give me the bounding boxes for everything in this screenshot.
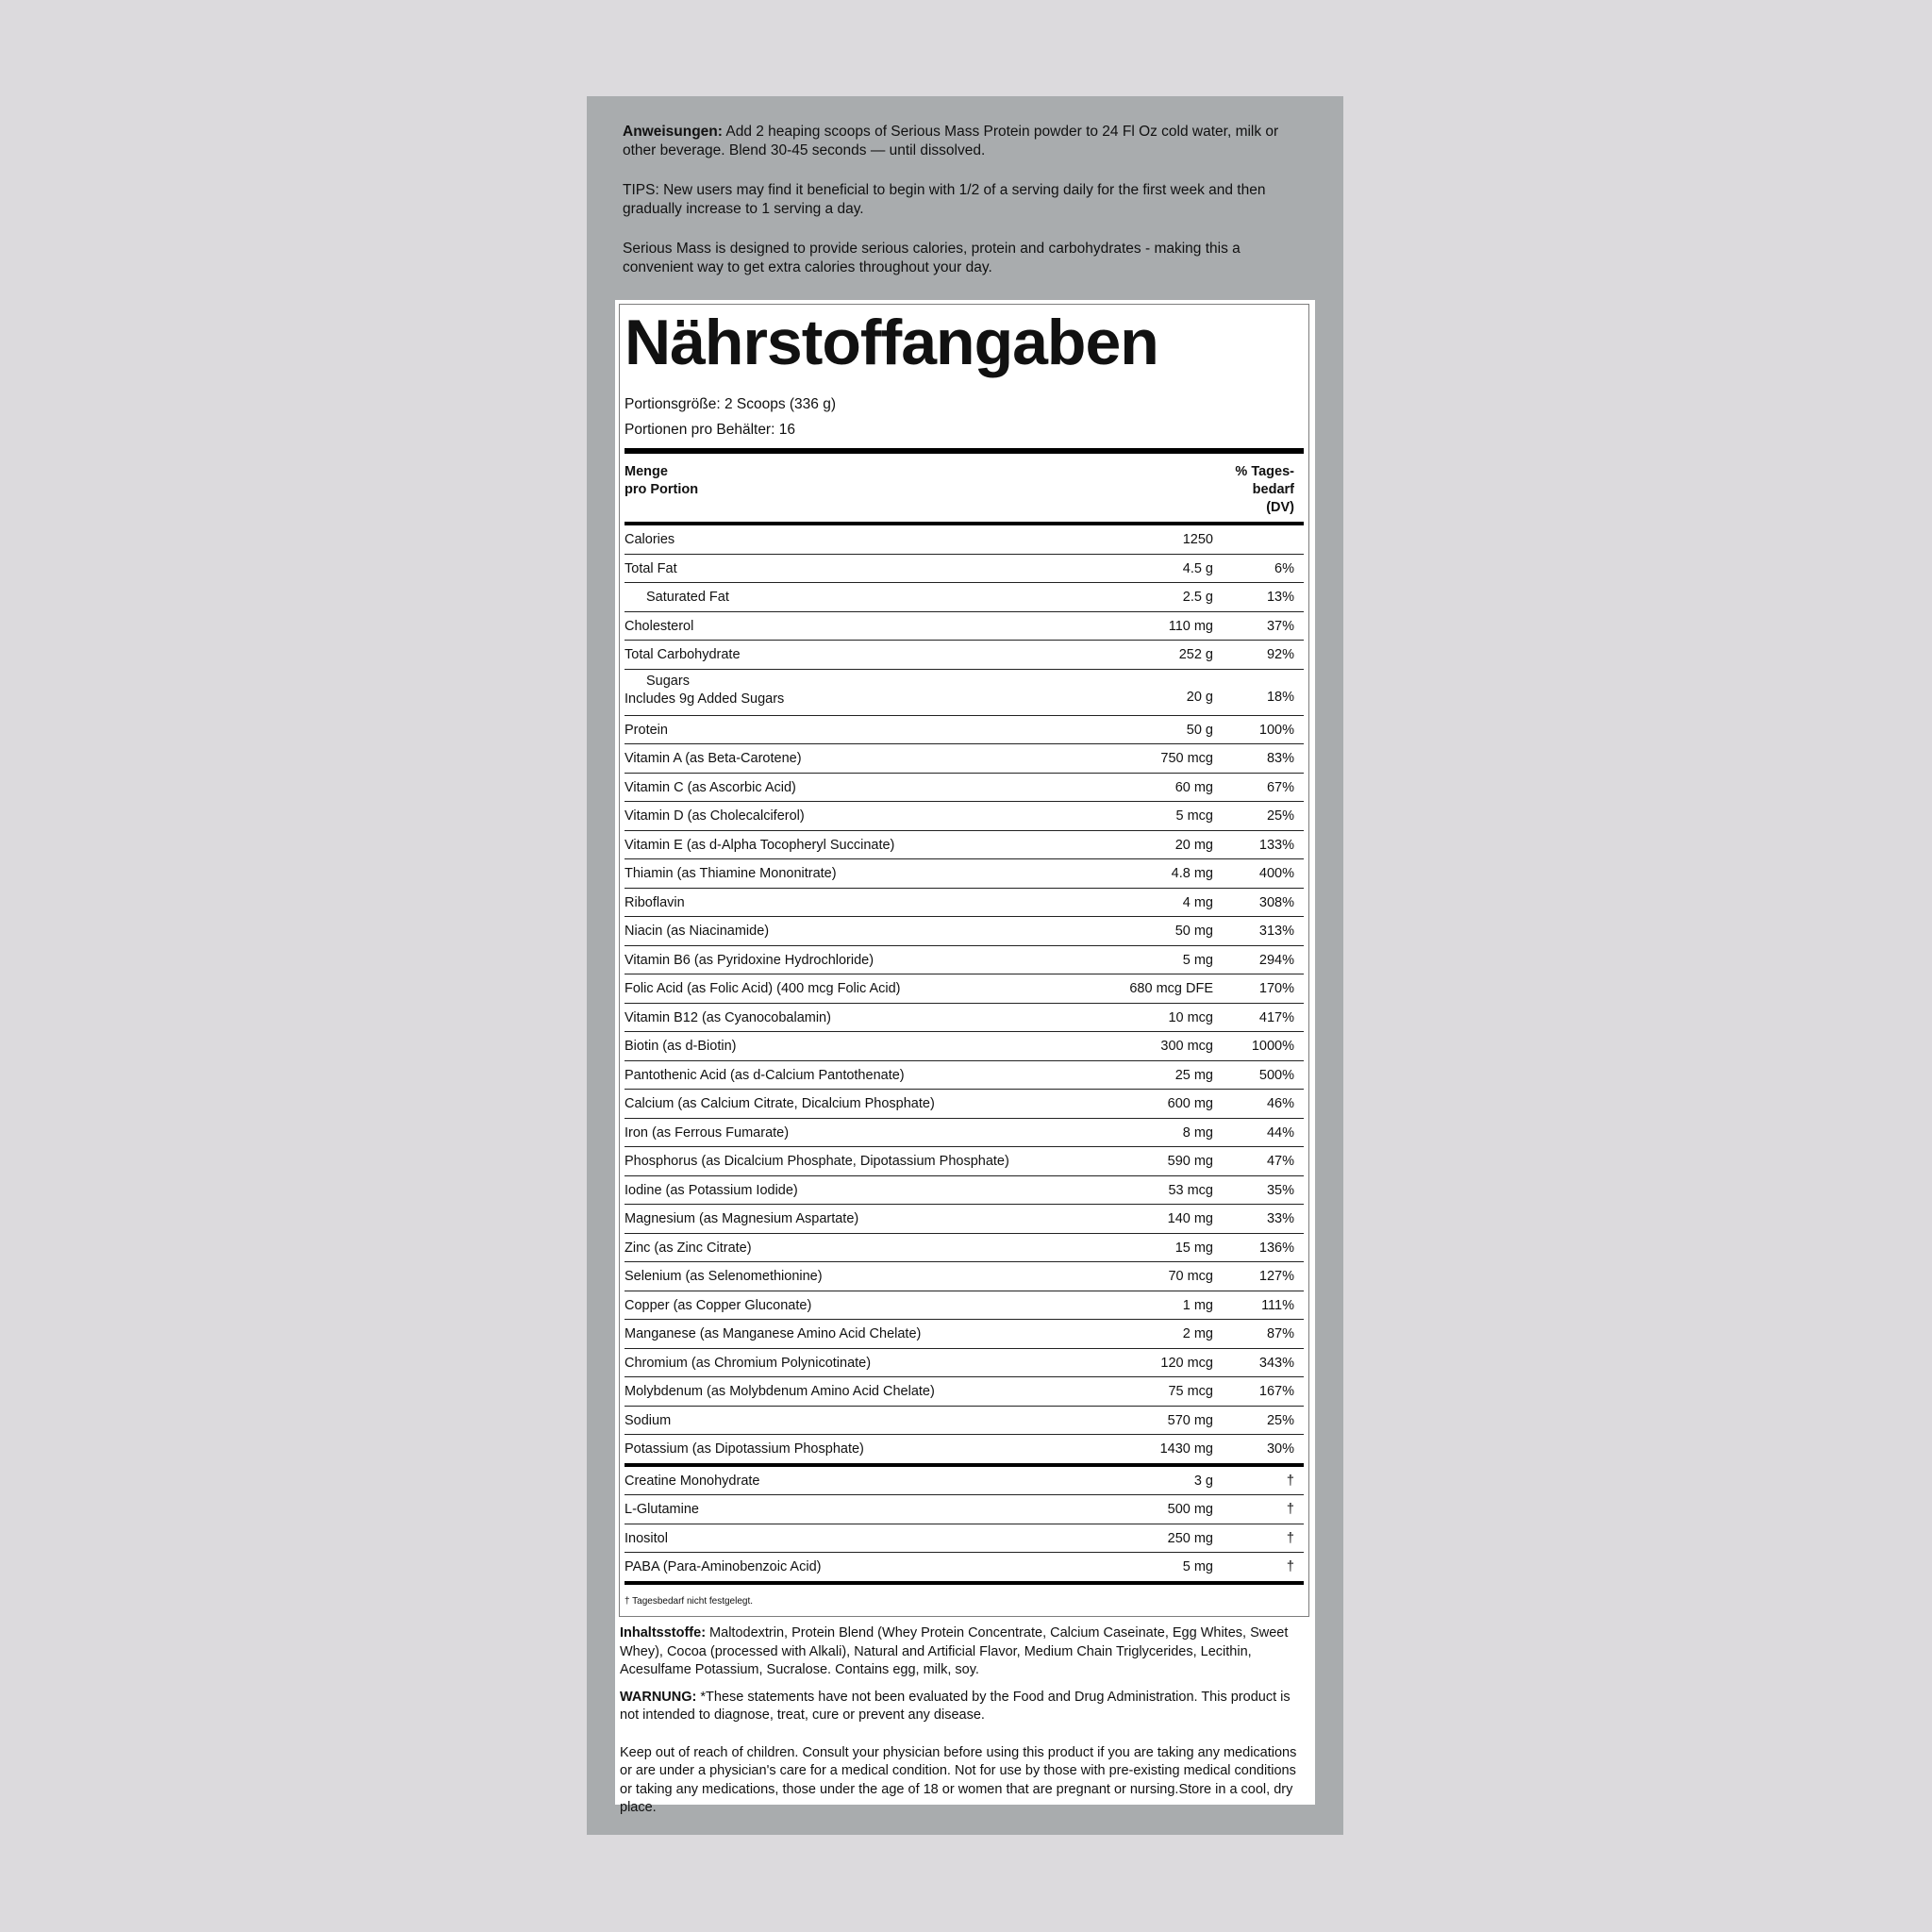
nutrient-name-text: Vitamin B6 (as Pyridoxine Hydrochloride) [625,952,874,968]
nutrient-daily-value: 35% [1266,1182,1294,1198]
nutrient-daily-value: 25% [1266,808,1294,824]
nutrient-row [625,859,1304,889]
nutrition-facts-title: Nährstoffangaben [625,307,1158,378]
nutrient-name [625,1095,935,1113]
nutrient-daily-value: † [1286,1559,1294,1574]
nutrient-name-text: Riboflavin [625,894,685,910]
nutrient-daily-value: 13% [1266,590,1294,605]
nutrient-amount: 75 mcg [1168,1384,1213,1399]
nutrient-row [625,1377,1304,1407]
nutrient-amount: 20 g [1186,689,1213,705]
nutrient-name [625,1240,752,1257]
nutrient-name-text: Sugars [646,673,690,689]
nutrient-name [625,1355,871,1373]
nutrient-daily-value: 44% [1266,1124,1294,1141]
nutrient-daily-value: † [1286,1502,1294,1517]
nutrient-row [625,1320,1304,1349]
amount-header-line: pro Portion [625,482,699,497]
warning-paragraph [620,1689,1308,1725]
nutrient-name [625,1530,668,1548]
nutrient-name [625,1297,811,1315]
nutrient-daily-value: 37% [1266,618,1294,634]
nutrient-name-text: Pantothenic Acid (as d-Calcium Pantothenate) [625,1067,905,1083]
nutrient-daily-value: 400% [1258,866,1294,881]
nutrient-name [625,1383,935,1401]
nutrient-name-text: Creatine Monohydrate [625,1473,760,1489]
nutrient-row [625,612,1304,641]
nutrient-amount: 70 mcg [1168,1269,1213,1284]
nutrient-name [625,1268,823,1286]
nutrient-row [625,1090,1304,1119]
nutrient-amount: 110 mg [1168,618,1213,634]
amount-header [625,463,698,499]
nutrient-daily-value: 313% [1258,924,1294,939]
serving-size: Portionsgröße: 2 Scoops (336 g) [625,396,837,412]
nutrient-name-text: Protein [625,722,668,738]
nutrient-name-text: Copper (as Copper Gluconate) [625,1297,812,1313]
nutrient-amount: 600 mg [1167,1096,1213,1111]
nutrient-name [625,808,805,825]
nutrient-row [625,889,1304,918]
nutrient-name [625,1210,858,1228]
nutrient-name-text: Vitamin A (as Beta-Carotene) [625,751,802,766]
nutrient-row [625,1004,1304,1033]
nutrient-row [625,1234,1304,1263]
nutrient-name-text: Vitamin B12 (as Cyanocobalamin) [625,1009,831,1025]
nutrient-row [625,716,1304,745]
nutrient-row [625,831,1304,860]
nutrient-name [625,1067,905,1085]
nutrient-name [625,618,693,636]
nutrient-daily-value: 294% [1258,952,1294,968]
nutrient-daily-value: † [1286,1473,1294,1489]
nutrient-name-text: Total Fat [625,560,677,576]
nutrient-name-text: Iodine (as Potassium Iodide) [625,1182,798,1198]
nutrient-row [625,1262,1304,1291]
nutrient-row [625,1061,1304,1091]
nutrient-name [625,1153,1009,1171]
nutrient-row [625,1435,1304,1463]
nutrient-row [625,946,1304,975]
nutrient-amount: 15 mg [1174,1240,1213,1256]
nutrient-daily-value: 67% [1266,779,1294,795]
nutrient-row [625,1495,1304,1524]
nutrient-amount: 570 mg [1167,1412,1213,1428]
nutrient-name [625,646,741,664]
nutrient-amount: 252 g [1178,647,1213,662]
ingredients-paragraph [620,1624,1308,1680]
nutrient-subtext: Includes 9g Added Sugars [625,691,785,707]
nutrient-amount: 500 mg [1167,1502,1213,1517]
nutrient-amount: 2.5 g [1182,590,1213,605]
nutrient-amount: 5 mg [1182,1559,1213,1574]
nutrient-name-text: Magnesium (as Magnesium Aspartate) [625,1211,859,1226]
ingredients-block [620,1624,1308,1826]
nutrient-daily-value: 33% [1266,1211,1294,1226]
nutrient-amount: 590 mg [1167,1154,1213,1169]
nutrient-daily-value: 47% [1266,1154,1294,1169]
amount-header-line: Menge [625,464,668,479]
nutrient-amount: 1 mg [1182,1297,1213,1313]
nutrient-row [625,525,1304,555]
nutrient-amount: 680 mcg DFE [1129,981,1213,996]
nutrient-name-text: Thiamin (as Thiamine Mononitrate) [625,866,837,881]
nutrient-name [625,779,796,797]
bottom-divider [625,1581,1304,1585]
nutrient-name-text: Cholesterol [625,618,694,634]
nutrient-row [625,670,1304,716]
nutrient-daily-value: 308% [1258,894,1294,910]
nutrient-name [625,837,894,855]
nutrient-amount: 140 mg [1167,1211,1213,1226]
nutrient-row [625,555,1304,584]
nutrient-name-text: PABA (Para-Aminobenzoic Acid) [625,1559,822,1574]
nutrient-amount: 25 mg [1174,1067,1213,1083]
nutrient-amount: 4.5 g [1182,560,1213,576]
nutrient-row [625,1407,1304,1436]
nutrient-name-text: Calories [625,532,675,547]
dv-header-line: bedarf [1252,482,1294,497]
nutrient-name [625,1501,699,1519]
nutrient-name [625,1182,798,1200]
nutrient-name [625,894,685,912]
nutrient-amount: 300 mcg [1160,1039,1213,1054]
nutrient-row [625,802,1304,831]
nutrient-name-text: Calcium (as Calcium Citrate, Dicalcium Phosphate) [625,1096,935,1111]
nutrient-amount: 750 mcg [1160,751,1213,766]
nutrient-row [625,1291,1304,1321]
dv-header-line: % Tages- [1235,464,1294,479]
nutrient-name-text: Total Carbohydrate [625,647,741,662]
nutrient-row [625,1176,1304,1206]
nutrient-amount: 50 mg [1174,924,1213,939]
label-panel [587,96,1343,1835]
nutrient-row [625,1553,1304,1581]
nutrient-daily-value: 83% [1266,751,1294,766]
nutrient-name-text: Potassium (as Dipotassium Phosphate) [625,1441,864,1457]
nutrient-daily-value: 1000% [1251,1039,1294,1054]
nutrient-name-text: Zinc (as Zinc Citrate) [625,1240,752,1256]
nutrient-row [625,1349,1304,1378]
directions-label: Anweisungen: [623,124,723,140]
nutrient-row [625,1032,1304,1061]
nutrient-name-text: Niacin (as Niacinamide) [625,924,770,939]
nutrient-name-text: Sodium [625,1412,672,1428]
ingredients-label: Inhaltsstoffe: [620,1625,707,1641]
nutrient-name [625,923,769,941]
nutrient-name [625,1009,831,1027]
nutrient-amount: 1250 [1182,532,1213,547]
nutrient-name [625,722,668,740]
nutrient-row [625,641,1304,670]
directions-paragraph [623,123,1311,160]
nutrient-name [646,589,729,607]
nutrient-daily-value: 92% [1266,647,1294,662]
nutrient-name [625,1038,736,1056]
nutrient-amount: 250 mg [1167,1530,1213,1546]
nutrient-name [625,750,802,768]
nutrient-name [625,673,785,708]
tips-paragraph: TIPS: New users may find it beneficial to begin with 1/2 of a serving daily for the first week and then gradually increase to 1 serving a day. [623,182,1266,217]
nutrient-row [625,974,1304,1004]
nutrient-row [625,774,1304,803]
nutrient-row [625,744,1304,774]
nutrient-name-text: Phosphorus (as Dicalcium Phosphate, Dipotassium Phosphate) [625,1154,1009,1169]
nutrient-daily-value: 127% [1258,1269,1294,1284]
nutrient-daily-value: 167% [1258,1384,1294,1399]
nutrient-daily-value: 18% [1266,689,1294,705]
label-white-area [615,300,1315,1815]
nutrient-name-text: Selenium (as Selenomethionine) [625,1269,823,1284]
nutrient-amount: 8 mg [1182,1124,1213,1141]
nutrient-row [625,1524,1304,1554]
nutrient-name-text: Molybdenum (as Molybdenum Amino Acid Chelate) [625,1384,935,1399]
nutrient-row [625,1147,1304,1176]
footnote: † Tagesbedarf nicht festgelegt. [625,1595,754,1607]
nutrient-name-text: L-Glutamine [625,1502,699,1517]
nutrient-row [625,1119,1304,1148]
nutrient-name [625,531,675,549]
nutrient-name [625,1441,864,1458]
nutrient-rows [625,525,1304,1463]
nutrient-daily-value: 500% [1258,1067,1294,1083]
nutrient-daily-value: 136% [1258,1240,1294,1256]
nutrient-daily-value: † [1286,1530,1294,1546]
nutrient-name-text: Inositol [625,1530,668,1546]
nutrient-name-text: Vitamin D (as Cholecalciferol) [625,808,805,824]
nutrition-facts-box [619,304,1309,1617]
nutrient-amount: 5 mg [1182,952,1213,968]
nutrient-name-text: Saturated Fat [646,590,729,605]
nutrient-amount: 20 mg [1174,837,1213,853]
nutrient-daily-value: 30% [1266,1441,1294,1457]
nutrient-row [625,1467,1304,1496]
nutrient-amount: 120 mcg [1160,1355,1213,1371]
nutrient-name-text: Iron (as Ferrous Fumarate) [625,1124,790,1141]
nutrient-daily-value: 25% [1266,1412,1294,1428]
nutrient-row [625,1205,1304,1234]
nutrient-daily-value: 6% [1274,560,1294,576]
nutrient-name-text: Vitamin C (as Ascorbic Acid) [625,779,796,795]
warning-text: *These statements have not been evaluated by the Food and Drug Administration. This product is not intended to diagnose, treat, cure or prevent any disease. [620,1689,1291,1723]
nutrient-daily-value: 87% [1266,1326,1294,1341]
nutrient-name [625,560,677,578]
nutrient-amount: 4 mg [1182,894,1213,910]
nutrient-daily-value: 133% [1258,837,1294,853]
nutrient-name [625,1325,921,1343]
nutrient-row [625,583,1304,612]
other-ingredient-rows [625,1467,1304,1581]
nutrient-name [625,1412,671,1430]
nutrient-name [625,952,874,970]
directions-text: Add 2 heaping scoops of Serious Mass Protein powder to 24 Fl Oz cold water, milk or other beverage. Blend 30-45 seconds — until dissolved. [623,124,1279,158]
nutrient-amount: 2 mg [1182,1326,1213,1341]
nutrient-amount: 50 g [1186,722,1213,738]
dv-header-line: (DV) [1266,500,1294,515]
nutrient-daily-value: 343% [1258,1355,1294,1371]
nutrient-daily-value: 46% [1266,1096,1294,1111]
nutrient-amount: 3 g [1193,1473,1213,1489]
table-header [625,454,1304,522]
nutrient-daily-value: 417% [1258,1009,1294,1025]
nutrient-name-text: Folic Acid (as Folic Acid) (400 mcg Folic Acid) [625,981,901,996]
nutrient-name [625,865,837,883]
daily-value-header [1235,463,1294,517]
directions-block [623,123,1311,298]
servings-per-container: Portionen pro Behälter: 16 [625,422,795,438]
keep-out-paragraph: Keep out of reach of children. Consult your physician before using this product if you are taking any medications or are under a physician's care for a medical condition. Not for use by those with pre-existing medical conditions or taking any medications, those under the age of 18 or women that are pregnant or nursing.Store in a cool, dry place. [620,1744,1297,1815]
nutrient-amount: 5 mcg [1175,808,1213,824]
ingredients-text: Maltodextrin, Protein Blend (Whey Protein Concentrate, Calcium Caseinate, Egg Whites, Sweet Whey), Cocoa (processed with Alkali), Natural and Artificial Flavor, Medium Chain Triglycerides, Lecithin, Acesulfame Potassium, Sucralose. Contains egg, milk, soy. [620,1625,1289,1677]
nutrient-daily-value: 170% [1258,981,1294,996]
nutrient-amount: 10 mcg [1168,1009,1213,1025]
nutrient-name [625,980,901,998]
nutrient-name-text: Biotin (as d-Biotin) [625,1039,737,1054]
nutrient-name-text: Chromium (as Chromium Polynicotinate) [625,1355,872,1371]
nutrient-amount: 53 mcg [1168,1182,1213,1198]
nutrient-amount: 60 mg [1174,779,1213,795]
nutrient-name [625,1473,759,1491]
nutrient-daily-value: 100% [1258,722,1294,738]
nutrient-name-text: Manganese (as Manganese Amino Acid Chelate) [625,1326,922,1341]
nutrient-name [625,1558,821,1576]
nutrient-daily-value: 111% [1261,1297,1294,1313]
nutrient-amount: 4.8 mg [1171,866,1213,881]
nutrient-amount: 1430 mg [1159,1441,1213,1457]
nutrient-row [625,917,1304,946]
nutrient-name-text: Vitamin E (as d-Alpha Tocopheryl Succinate) [625,837,895,853]
nutrient-name [625,1124,789,1142]
about-paragraph: Serious Mass is designed to provide serious calories, protein and carbohydrates - making this a convenient way to get extra calories throughout your day. [623,241,1241,275]
warning-label: WARNUNG: [620,1689,697,1705]
